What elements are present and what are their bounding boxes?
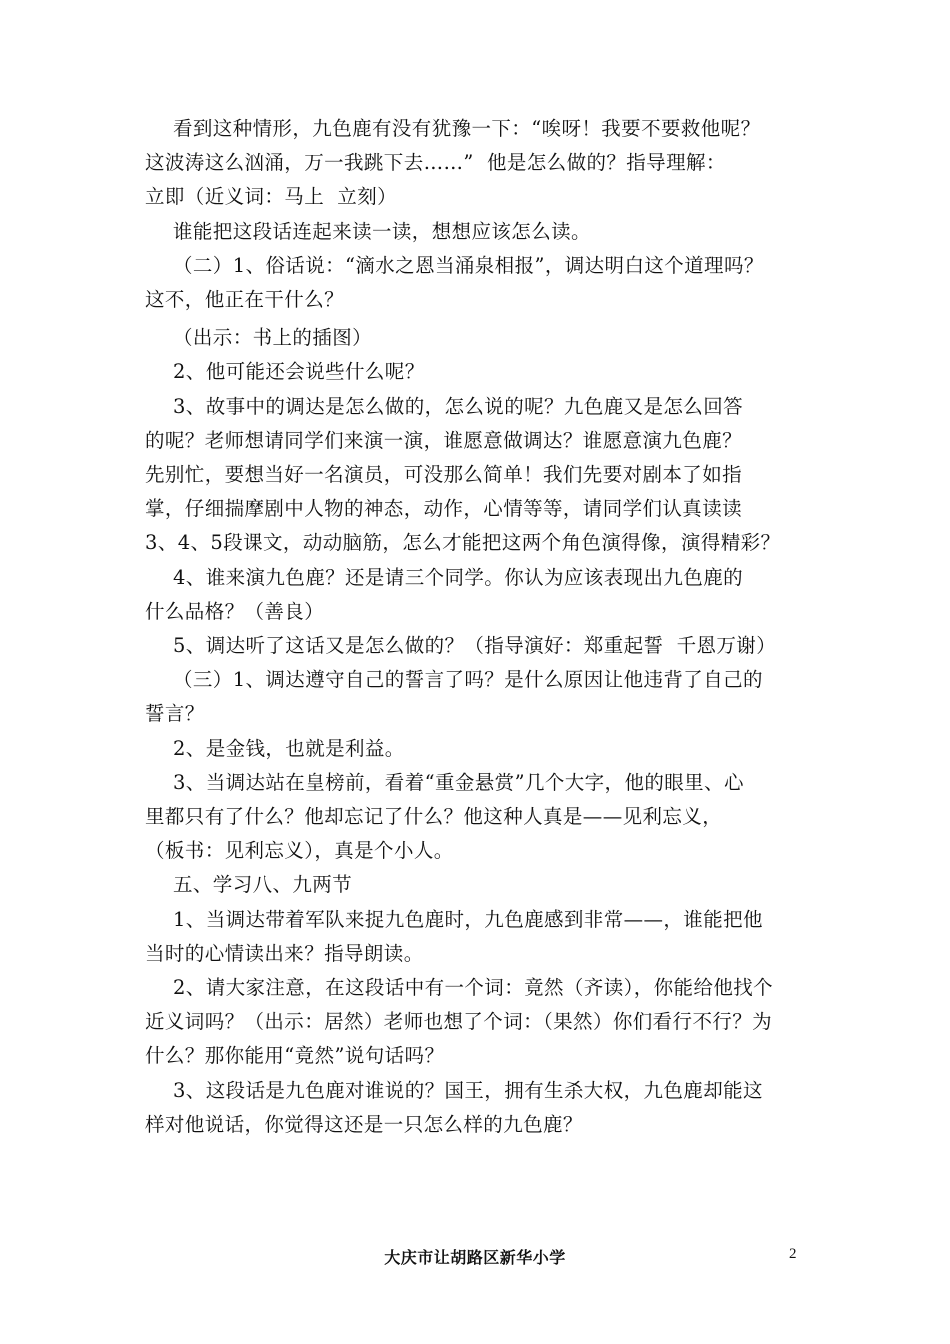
text-line: 3、4、5段课文，动动脑筋，怎么才能把这两个角色演得像，演得精彩？: [145, 531, 781, 555]
text-line: 2、他可能还会说些什么呢？: [173, 360, 425, 384]
text-line: （板书：见利忘义），真是个小人。: [145, 839, 454, 863]
text-line: （二）1、俗话说：“滴水之恩当涌泉相报”，调达明白这个道理吗？: [173, 253, 764, 277]
text-line: 3、当调达站在皇榜前，看着“重金悬赏”几个大字，他的眼里、心: [173, 770, 744, 794]
text-line: 谁能把这段话连起来读一读，想想应该怎么读。: [173, 219, 591, 243]
text-line: 立即（近义词：马上 立刻）: [145, 185, 397, 209]
page-number: 2: [789, 1246, 797, 1262]
text-line: 5、调达听了这话又是怎么做的？（指导演好：郑重起誓 千恩万谢）: [173, 634, 777, 658]
text-line: 2、是金钱，也就是利益。: [173, 736, 405, 760]
section-heading: 五、学习八、九两节: [173, 873, 353, 897]
text-line: 3、这段话是九色鹿对谁说的？国王，拥有生杀大权，九色鹿却能这: [173, 1078, 763, 1102]
text-line: 先别忙，要想当好一名演员，可没那么简单！我们先要对剧本了如指: [145, 463, 743, 487]
text-line: 什么品格？（善良）: [145, 599, 325, 623]
text-line: 这波涛这么汹涌，万一我跳下去……” 他是怎么做的？指导理解：: [145, 151, 726, 175]
text-line: 近义词吗？（出示：居然）老师也想了个词：（果然）你们看行不行？为: [145, 1010, 773, 1034]
body-text: [145, 112, 815, 1142]
text-line: 样对他说话，你觉得这还是一只怎么样的九色鹿？: [145, 1112, 583, 1136]
text-line: 誓言？: [145, 702, 205, 726]
text-line: 2、请大家注意，在这段话中有一个词：竟然（齐读），你能给他找个: [173, 976, 774, 1000]
text-line: 1、当调达带着军队来捉九色鹿时，九色鹿感到非常——，谁能把他: [173, 907, 763, 931]
text-line: （出示：书上的插图）: [173, 326, 373, 350]
text-line: 3、故事中的调达是怎么做的，怎么说的呢？九色鹿又是怎么回答: [173, 394, 744, 418]
text-line: 4、谁来演九色鹿？还是请三个同学。你认为应该表现出九色鹿的: [173, 565, 744, 589]
text-line: 里都只有了什么？他却忘记了什么？他这种人真是——见利忘义，: [145, 805, 723, 829]
text-line: 的呢？老师想请同学们来演一演，谁愿意做调达？谁愿意演九色鹿？: [145, 428, 743, 452]
text-line: 掌，仔细揣摩剧中人物的神态，动作，心情等等，请同学们认真读读: [145, 497, 743, 521]
text-line: 当时的心情读出来？指导朗读。: [145, 941, 424, 965]
text-line: 这不，他正在干什么？: [145, 288, 345, 312]
text-line: 什么？那你能用“竟然”说句话吗？: [145, 1044, 445, 1068]
text-line: （三）1、调达遵守自己的誓言了吗？是什么原因让他违背了自己的: [173, 668, 763, 692]
text-line: 看到这种情形，九色鹿有没有犹豫一下：“唉呀！我要不要救他呢？: [173, 117, 761, 140]
footer-school-name: 大庆市让胡路区新华小学: [384, 1248, 566, 1267]
